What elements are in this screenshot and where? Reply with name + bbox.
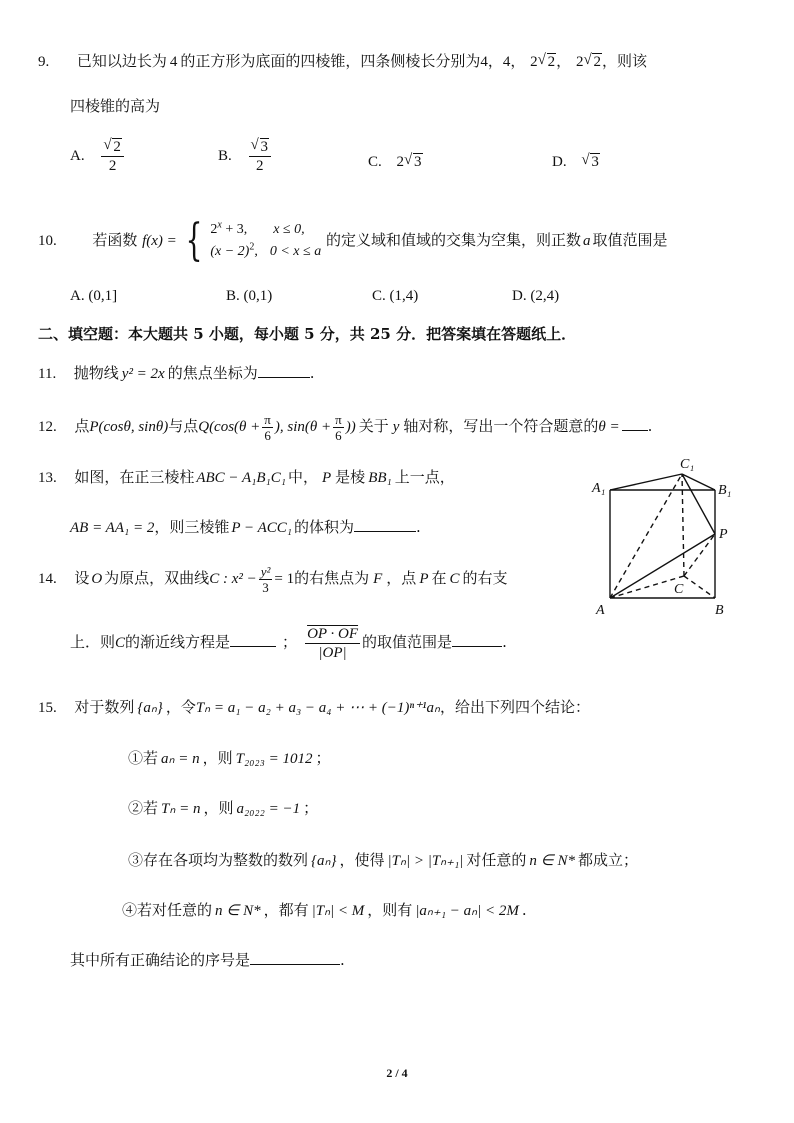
q9-edge-d: 2√ 2 xyxy=(576,54,602,70)
q10-line xyxy=(38,216,668,265)
q9-option-d: D. √ 3 xyxy=(552,152,600,171)
page-number: 2 / 4 xyxy=(386,1066,408,1080)
q9-option-b: B. √ $\frac{3}{2}$ xyxy=(218,138,273,175)
edge-c1-p xyxy=(682,474,715,534)
section-2-title: 二、填空题：本大题共 5 小题，每小题 5 分，共 25 分．把答案填在答题纸上． xyxy=(38,325,577,343)
q15-conclusion-4: ④若对任意的 n ∈ N* ，都有 |Tₙ| < M ，则有 |aₙ₊₁ − aₙ| < 2M . xyxy=(122,901,527,919)
q15-number: 15. xyxy=(38,700,57,716)
q13-answer-blank[interactable] xyxy=(354,517,416,532)
q9-line2: 四棱锥的高为 xyxy=(70,97,161,115)
q15-conclusion-3: ③存在各项均为整数的数列 {aₙ} ，使得 |Tₙ| > |Tₙ₊₁| 对任意的 n ∈ N* 都成立； xyxy=(128,851,639,869)
q10-option-d: D. (2,4) xyxy=(512,288,560,304)
q11-answer-blank[interactable] xyxy=(258,363,310,378)
q9-option-c: C. 2√ 3 xyxy=(368,152,423,171)
q9-text-1: 已知以边长为 xyxy=(76,52,167,70)
q15-answer-line: 其中所有正确结论的序号是 . xyxy=(70,951,345,969)
q9-side: 4 xyxy=(169,54,178,70)
q10-option-c: C. (1,4) xyxy=(372,288,419,304)
q10-brace: { xyxy=(185,215,202,266)
edge-a-p xyxy=(610,534,715,598)
q10-text-3: 取值范围是 xyxy=(592,231,668,249)
q10-text-2: 的定义域和值域的交集为空集，则正数 xyxy=(326,231,582,249)
q15-conclusion-2: ②若 Tₙ = n ，则 a₂₀₂₂ = −1 ； xyxy=(128,799,319,817)
edge-c-p xyxy=(684,534,715,576)
label-c: C xyxy=(674,582,684,597)
q9-number: 9. xyxy=(38,54,50,70)
q14-answer-blank-2[interactable] xyxy=(452,632,502,647)
q12-number: 12. xyxy=(38,419,57,435)
q14-number: 14. xyxy=(38,571,57,587)
q10-var: a xyxy=(583,233,591,249)
label-b: B xyxy=(715,603,724,618)
label-p: P xyxy=(719,527,728,542)
q12-line: 12. 点P(cosθ, sinθ)与点Q(cos(θ + $\frac{\pi}{6}$ ), sin(θ + $\frac{\pi}{6}$ )) 关于 y 轴对称，写出一个符合题意的θ = . xyxy=(38,411,653,443)
q10-option-a: A. (0,1] xyxy=(70,288,118,304)
q9-option-a: A. √ $\frac{2}{2}$ xyxy=(70,138,126,175)
q11-line: 11. 抛物线 y² = 2x 的焦点坐标为 . xyxy=(38,364,315,382)
q12-answer-blank[interactable] xyxy=(622,416,648,431)
q11-number: 11. xyxy=(38,366,57,382)
q13-number: 13. xyxy=(38,470,57,486)
q14-answer-blank-1[interactable] xyxy=(230,632,276,647)
q9-line1 xyxy=(38,51,647,72)
label-a: A xyxy=(596,603,605,618)
q13-prism-figure xyxy=(590,452,740,622)
q9-text-3: ，则该 xyxy=(601,52,647,70)
q15-answer-blank[interactable] xyxy=(250,950,340,965)
q15-conclusion-1: ①若 aₙ = n ，则 T₂₀₂₃ = 1012 ； xyxy=(128,749,331,767)
q9-edges: 4，4， xyxy=(480,54,526,70)
q9-edge-c: 2√ 2 xyxy=(530,54,556,70)
edge-c-c1 xyxy=(682,474,684,576)
label-b1: B₁ xyxy=(718,483,732,498)
q13-line1: 13. 如图，在正三棱柱 ABC − A₁B₁C₁ 中， P 是棱 BB₁ 上一点， xyxy=(38,468,455,486)
q10-option-b: B. (0,1) xyxy=(226,288,273,304)
q10-func: f(x) = xyxy=(142,233,177,249)
label-a1: A₁ xyxy=(592,481,606,496)
label-c1: C₁ xyxy=(680,457,695,472)
q9-sep: ， xyxy=(556,52,572,70)
edge-c-b xyxy=(684,576,715,598)
q14-line2: 上．则C的渐近线方程是 ； $\frac{OP \cdot OF}{|OP|}$ 的取值范围是 . xyxy=(70,625,507,661)
edge-a1-c1 xyxy=(610,474,682,490)
q10-number: 10. xyxy=(38,233,57,249)
q13-line2: AB = AA₁ = 2，则三棱锥 P − ACC₁ 的体积为 . xyxy=(70,518,421,536)
q10-text-1: 若函数 xyxy=(92,231,138,249)
q10-cases: 2$^x$ + 3, x ≤ 0, $(x - 2)^2$, 0 < x ≤ a xyxy=(210,219,322,259)
q9-text-2: 的正方形为底面的四棱锥，四条侧棱长分别为 xyxy=(180,52,481,70)
q14-line1: 14. 设 O 为原点，双曲线C : x² − $\frac{\text{y²}}{3}$ = 1的右焦点为 F ，点 P 在 C 的右支 xyxy=(38,563,508,595)
q15-line1: 15. 对于数列 {aₙ} ，令Tₙ = a₁ − a₂ + a₃ − a₄ + ⋯ + (−1)ⁿ⁺¹aₙ，给出下列四个结论： xyxy=(38,698,590,716)
